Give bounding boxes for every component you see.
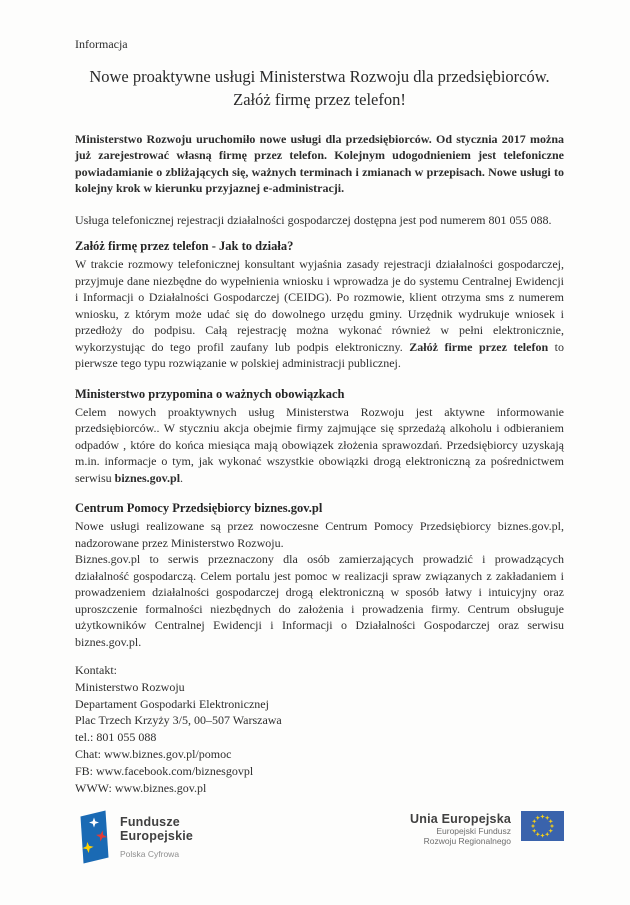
fundusze-europejskie-logo: [75, 809, 193, 865]
intro-paragraph: Ministerstwo Rozwoju uruchomiło nowe usługi dla przedsiębiorców. Od stycznia 2017 można już zarejestrować własną firmę przez telefon. Kolejnym udogodnieniem jest telefoniczne powiadamianie o zbliżających się, ważnych terminach i zmianach w przepisach. Nowe usługi to kolejny krok w kierunku przyjaznej e-administracji.: [75, 131, 564, 195]
document-title: [75, 65, 564, 111]
fundusze-europejskie-flag-icon: [75, 809, 111, 865]
contact-department: Departament Gospodarki Elektronicznej: [75, 696, 269, 711]
contact-address: Plac Trzech Krzyży 3/5, 00–507 Warszawa: [75, 713, 282, 728]
section-heading-how-it-works: Załóż firmę przez telefon - Jak to działa?: [75, 239, 294, 253]
contact-facebook-url: FB: www.facebook.com/biznesgovpl: [75, 763, 254, 778]
help-center-paragraph-2: Biznes.gov.pl to serwis przeznaczony dla osób zamierzających prowadzić i prowadzących działalność gospodarczą. Celem portalu jest pomoc w realizacji spraw związanych z zakładaniem i prowadzeniem działalności gospodarczej drogą elektroniczną w sposób łatwy i intuicyjny oraz uproszczenie formalności niezbędnych do założenia i prowadzenia firmy. Centrum obsługuje użytkowników Centralnej Ewidencji i Informacji o Działalności Gospodarczej oraz serwisu biznes.gov.pl.: [75, 552, 564, 649]
how-it-works-paragraph: W trakcie rozmowy telefonicznej konsultant wyjaśnia zasady rejestracji działalności gospodarczej, przyjmuje dane niezbędne do wypełnienia wniosku i wprowadza je do systemu Centralnej Ewidencji i Informacji o Działalności Gospodarczej (CEIDG). Po rozmowie, klient otrzyma sms z numerem wniosku, z którym może udać się do dowolnego urzędu gminy. Urzędnik wydrukuje wniosek i przedłoży do podpisu. Całą rejestrację można wykonać również w pełni elektronicznie, wykorzystując do tego profil zaufany lub podpis elektroniczny. Załóż firme przez telefon to pierwsze tego typu rozwiązanie w polskiej administracji publicznej.: [75, 257, 564, 370]
contact-label: Kontakt:: [75, 663, 117, 677]
contact-block: [75, 662, 564, 796]
contact-website-url: WWW: www.biznes.gov.pl: [75, 780, 207, 795]
contact-organization: Ministerstwo Rozwoju: [75, 679, 185, 694]
contact-phone: tel.: 801 055 088: [75, 730, 157, 745]
fundusze-title-line-2: Europejskie: [120, 828, 194, 843]
eu-title: Unia Europejska: [410, 812, 511, 827]
fundusze-title-line-1: Fundusze: [120, 815, 180, 830]
eu-subtitle-line-1: Europejski Fundusz: [436, 826, 511, 837]
title-line-1: Nowe proaktywne usługi Ministerstwa Rozwoju dla przedsiębiorców.: [89, 66, 550, 86]
unia-europejska-logo: [410, 809, 564, 846]
phone-service-paragraph: Usługa telefonicznej rejestracji działalności gospodarczej dostępna jest pod numerem 801 055 088.: [75, 212, 552, 227]
unia-europejska-text: [410, 811, 511, 846]
obligations-paragraph: Celem nowych proaktywnych usług Ministerstwa Rozwoju jest aktywne informowanie przedsiębiorców.. W styczniu akcja obejmie firmy zajmujące się sprzedażą alkoholu i odbieraniem odpadów , które do końca miesiąca mają obowiązek złożenia sprawozdań. Przedsiębiorcy uzyskają m.in. informacje o tym, jak wykonać wszystkie obowiązki drogą elektroniczną za pośrednictwem serwisu biznes.gov.pl.: [75, 404, 564, 485]
eu-subtitle-line-2: Rozwoju Regionalnego: [423, 836, 511, 847]
fundusze-europejskie-text: [120, 809, 193, 863]
document-type-label: Informacja: [75, 37, 128, 51]
eu-flag-icon: [521, 811, 564, 846]
title-line-2: Załóż firmę przez telefon!: [233, 89, 406, 109]
contact-chat-url: Chat: www.biznes.gov.pl/pomoc: [75, 746, 232, 761]
section-heading-obligations: Ministerstwo przypomina o ważnych obowiązkach: [75, 386, 345, 401]
section-heading-help-center: Centrum Pomocy Przedsiębiorcy biznes.gov.pl: [75, 501, 323, 515]
footer-logos: [75, 809, 564, 865]
fundusze-subtitle: Polska Cyfrowa: [120, 849, 180, 860]
help-center-paragraph-1: Nowe usługi realizowane są przez nowoczesne Centrum Pomocy Przedsiębiorcy biznes.gov.pl, nadzorowane przez Ministerstwo Rozwoju.: [75, 519, 564, 550]
